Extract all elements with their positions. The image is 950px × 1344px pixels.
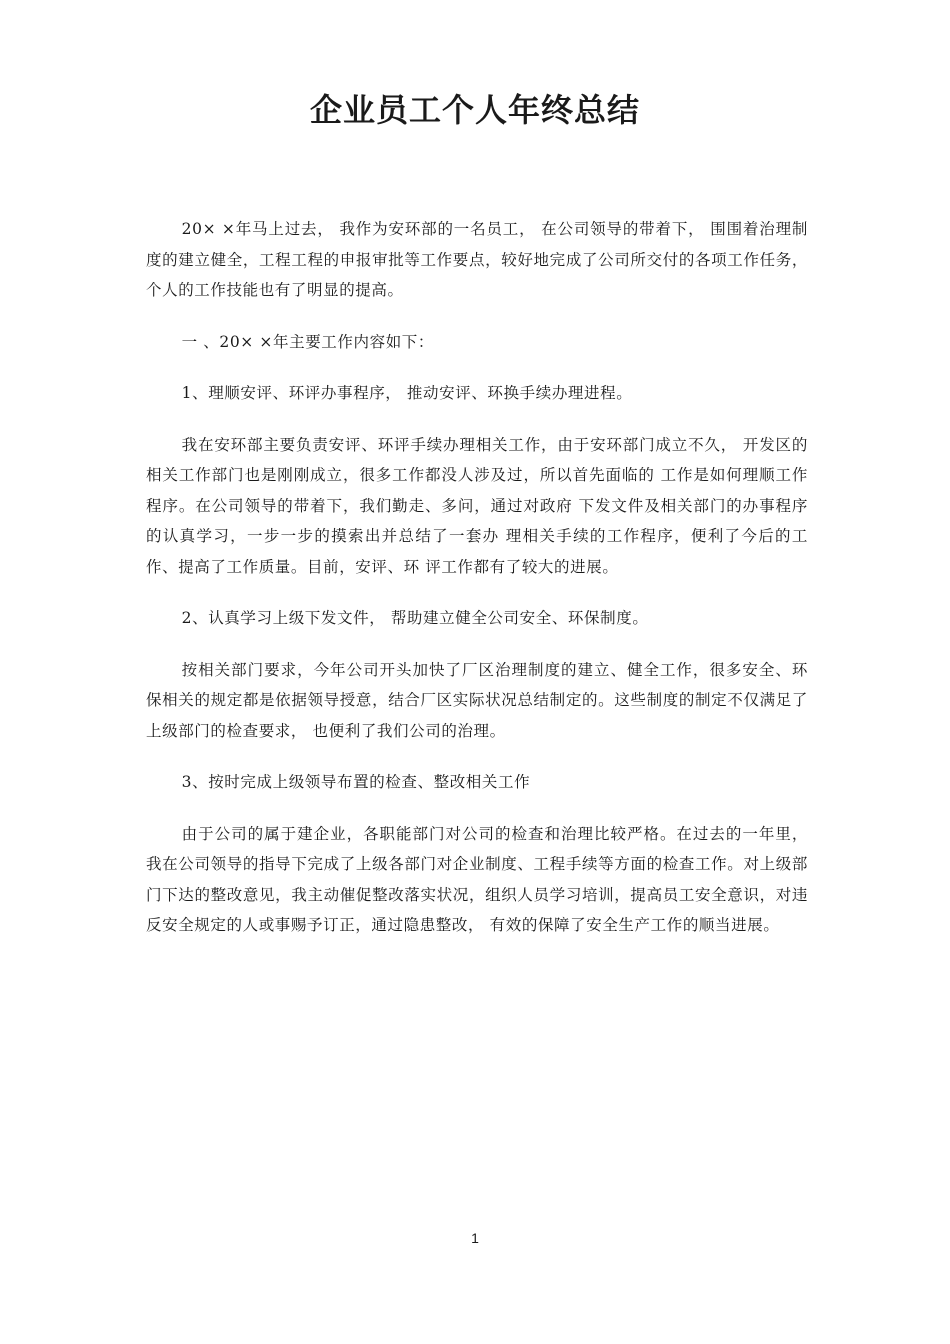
document-body [146,214,808,962]
page-number: 1 [471,1230,479,1246]
item-paragraph-3: 由于公司的属于建企业，各职能部门对公司的检查和治理比较严格。在过去的一年里，我在公司领导的指导下完成了上级各部门对企业制度、工程手续等方面的检查工作。对上级部门下达的整改意见，我主动催促整改落实状况，组织人员学习培训，提高员工安全意识，对违反安全规定的人或事赐予订正，通过隐患整改， 有效的保障了安全生产工作的顺当进展。 [146,824,808,934]
document-title: 企业员工个人年终总结 [309,91,640,129]
intro-paragraph: 20× ×年马上过去， 我作为安环部的一名员工， 在公司领导的带着下， 围围着治理制度的建立健全，工程工程的申报审批等工作要点，较好地完成了公司所交付的各项工作任务， 个人的工作技能也有了明显的提高。 [146,220,808,299]
item-paragraph-1: 我在安环部主要负责安评、环评手续办理相关工作，由于安环部门成立不久， 开发区的相关工作部门也是刚刚成立，很多工作都没人涉及过，所以首先面临的 工作是如何理顺工作程序。在公司领导的带着下，我们勤走、多问，通过对政府 下发文件及相关部门的办事程序的认真学习，一步一步的摸索出并总结了一套办 理相关手续的工作程序，便利了今后的工作、提高了工作质量。目前，安评、环 评工作都有了较大的进展。 [146,435,808,576]
item-paragraph-2: 按相关部门要求，今年公司开头加快了厂区治理制度的建立、健全工作，很多安全、环保相关的规定都是依据领导授意，结合厂区实际状况总结制定的。这些制度的制定不仅满足了上级部门的检查要求， 也便利了我们公司的治理。 [146,660,808,740]
item-heading-3: 3、按时完成上级领导布置的检查、整改相关工作 [181,773,531,791]
item-heading-2: 2、认真学习上级下发文件， 帮助建立健全公司安全、环保制度。 [181,609,649,627]
item-heading-1: 1、理顺安评、环评办事程序， 推动安评、环换手续办理进程。 [181,384,633,402]
section-heading-main-work: 一 、20× ×年主要工作内容如下： [181,332,434,351]
